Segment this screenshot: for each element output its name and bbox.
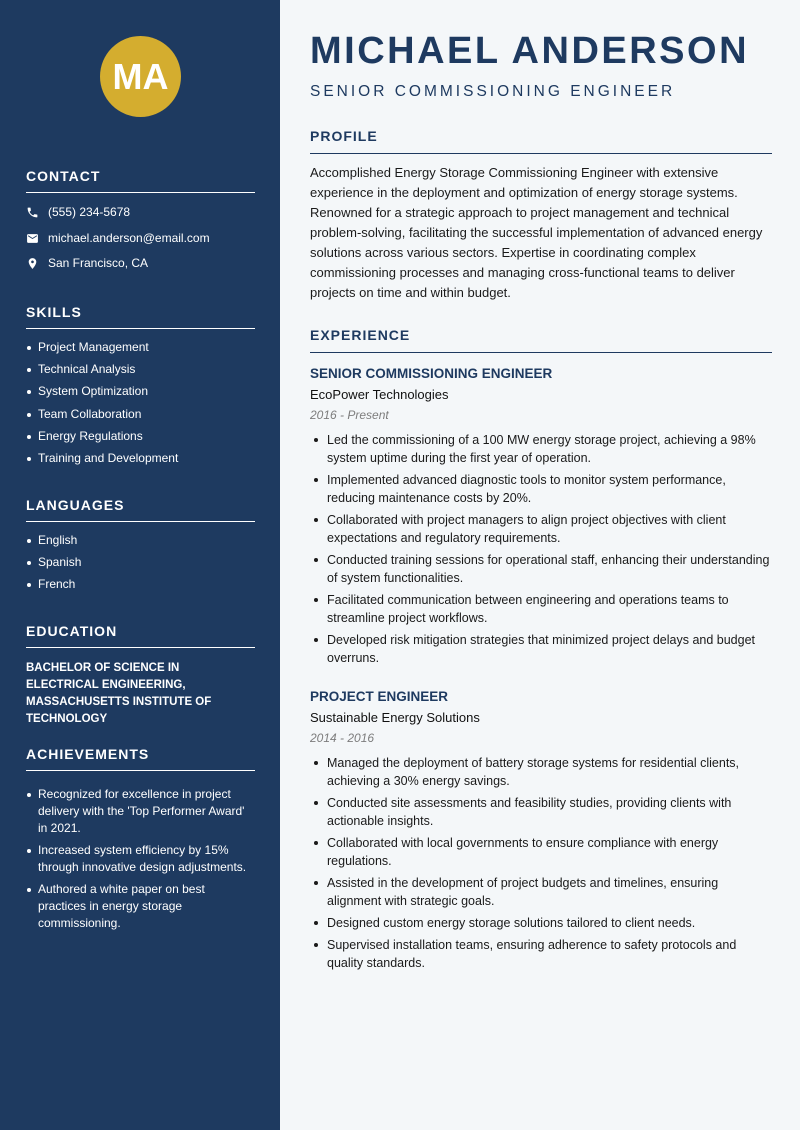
list-item: Supervised installation teams, ensuring adherence to safety protocols and quality standards.	[310, 936, 772, 972]
languages-heading: LANGUAGES	[26, 497, 255, 522]
list-item: Managed the deployment of battery storage systems for residential clients, achieving a 30% energy savings.	[310, 754, 772, 790]
phone-icon	[26, 206, 39, 219]
list-item: Collaborated with project managers to align project objectives with client expectations and regulatory requirements.	[310, 511, 772, 547]
list-item: System Optimization	[26, 383, 255, 400]
list-item: Spanish	[26, 554, 255, 571]
contact-section	[26, 168, 255, 270]
contact-heading: CONTACT	[26, 168, 255, 193]
contact-email	[26, 230, 210, 246]
list-item: Technical Analysis	[26, 361, 255, 378]
education-degree: BACHELOR OF SCIENCE IN ELECTRICAL ENGINEERING, MASSACHUSETTS INSTITUTE OF TECHNOLOGY	[26, 662, 212, 725]
experience-heading: EXPERIENCE	[310, 327, 772, 353]
list-item: French	[26, 576, 255, 593]
achievements-heading: ACHIEVEMENTS	[26, 746, 255, 771]
sidebar	[0, 0, 280, 1130]
job-title: PROJECT ENGINEER	[310, 689, 449, 704]
education-section	[26, 623, 255, 728]
list-item: Project Management	[26, 339, 255, 356]
candidate-name: MICHAEL ANDERSON	[310, 30, 750, 72]
skills-heading: SKILLS	[26, 304, 255, 329]
location-pin-icon	[26, 257, 39, 270]
list-item: Collaborated with local governments to ensure compliance with energy regulations.	[310, 834, 772, 870]
achievements-section	[26, 746, 255, 937]
list-item: Increased system efficiency by 15% through innovative design adjustments.	[26, 842, 255, 876]
skills-list	[26, 339, 255, 467]
list-item: Implemented advanced diagnostic tools to monitor system performance, reducing maintenance costs by 20%.	[310, 471, 772, 507]
list-item: Facilitated communication between engineering and operations teams to streamline project workflows.	[310, 591, 772, 627]
avatar-initials: MA	[112, 55, 169, 97]
list-item: Team Collaboration	[26, 406, 255, 423]
list-item: Conducted training sessions for operational staff, enhancing their understanding of system functionalities.	[310, 551, 772, 587]
job-title: SENIOR COMMISSIONING ENGINEER	[310, 366, 553, 381]
job-company: EcoPower Technologies	[310, 387, 449, 402]
job-company: Sustainable Energy Solutions	[310, 710, 480, 725]
list-item: English	[26, 532, 255, 549]
education-heading: EDUCATION	[26, 623, 255, 648]
job-entry	[310, 366, 772, 671]
job-entry	[310, 689, 772, 976]
list-item: Assisted in the development of project budgets and timelines, ensuring alignment with strategic goals.	[310, 874, 772, 910]
candidate-title: SENIOR COMMISSIONING ENGINEER	[310, 83, 676, 100]
job-dates: 2016 - Present	[310, 408, 389, 422]
list-item: Led the commissioning of a 100 MW energy storage project, achieving a 98% system uptime during the first year of operation.	[310, 431, 772, 467]
skills-section	[26, 304, 255, 472]
profile-text: Accomplished Energy Storage Commissioning Engineer with extensive experience in the deployment and optimization of energy storage systems. Renowned for a strategic approach to project management and technical problem-solving, facilitating the successful implementation of advanced energy solutions across various sectors. Expertise in coordinating complex commissioning processes and managing cross-functional teams to deliver projects on time and within budget.	[310, 165, 763, 300]
avatar	[100, 36, 181, 117]
list-item: Recognized for excellence in project delivery with the 'Top Performer Award' in 2021.	[26, 786, 255, 837]
list-item: Authored a white paper on best practices in energy storage commissioning.	[26, 881, 255, 932]
contact-phone	[26, 204, 130, 220]
location-text: San Francisco, CA	[48, 256, 149, 270]
languages-list	[26, 532, 255, 593]
list-item: Conducted site assessments and feasibility studies, providing clients with actionable insights.	[310, 794, 772, 830]
phone-text: (555) 234-5678	[48, 205, 131, 219]
email-icon	[26, 232, 39, 245]
job-dates: 2014 - 2016	[310, 731, 375, 745]
list-item: Training and Development	[26, 450, 255, 467]
list-item: Energy Regulations	[26, 428, 255, 445]
achievements-list	[26, 786, 255, 932]
list-item: Developed risk mitigation strategies that minimized project delays and budget overruns.	[310, 631, 772, 667]
languages-section	[26, 497, 255, 599]
job-bullets	[310, 431, 772, 667]
contact-location	[26, 255, 148, 271]
list-item: Designed custom energy storage solutions tailored to client needs.	[310, 914, 772, 932]
job-bullets	[310, 754, 772, 972]
email-text: michael.anderson@email.com	[48, 231, 210, 245]
profile-heading: PROFILE	[310, 128, 772, 154]
